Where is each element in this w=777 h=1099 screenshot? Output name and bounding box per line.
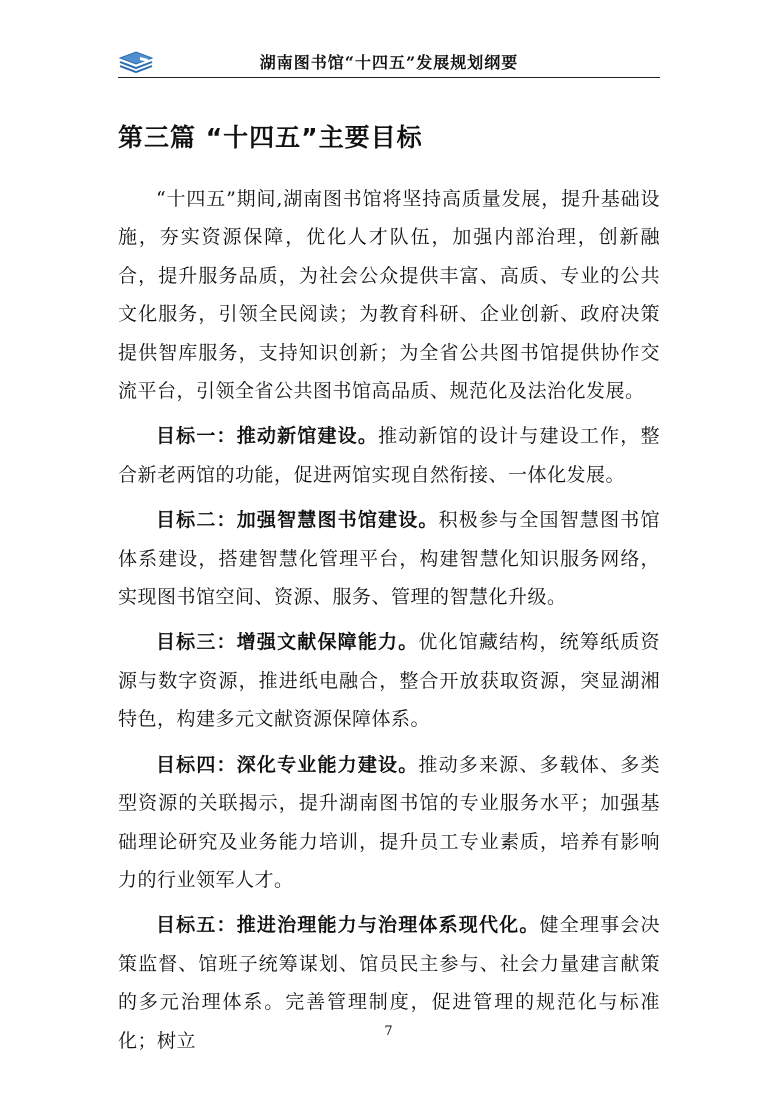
paragraph-lead: 目标一：推动新馆建设。 — [156, 425, 379, 448]
paragraph-text: 推动新馆的设计与建设工作，整合新老两馆的功能，促进两馆实现自然衔接、一体化发展。 — [118, 425, 660, 486]
paragraph-lead: 目标四：深化专业能力建设。 — [156, 753, 419, 776]
paragraph-text: 健全理事会决策监督、馆班子统筹谋划、馆员民主参与、社会力量建言献策的多元治理体系。完善管理制度，促进管理的规范化与标准化；树立 — [118, 914, 660, 1052]
header-rule — [118, 77, 660, 78]
paragraph-lead: 目标三：增强文献保障能力。 — [156, 631, 419, 654]
body-text — [118, 180, 660, 1067]
paragraph-text: 积极参与全国智慧图书馆体系建设，搭建智慧化管理平台，构建智慧化知识服务网络，实现图书馆空间、资源、服务、管理的智慧化升级。 — [118, 509, 660, 609]
paragraph-goal-1 — [118, 417, 660, 494]
paragraph-goal-3 — [118, 623, 660, 738]
header-title: 湖南图书馆“十四五”发展规划纲要 — [259, 53, 519, 72]
paragraph-lead: 目标五：推进治理能力与治理体系现代化。 — [156, 914, 540, 937]
paragraph-intro — [118, 180, 660, 410]
paragraph-text: 优化馆藏结构，统筹纸质资源与数字资源，推进纸电融合，整合开放获取资源，突显湖湘特色，构建多元文献资源保障体系。 — [118, 631, 660, 731]
paragraph-text: 推动多来源、多载体、多类型资源的关联揭示，提升湖南图书馆的专业服务水平；加强基础理论研究及业务能力培训，提升员工专业素质，培养有影响力的行业领军人才。 — [118, 753, 660, 891]
page-number: 7 — [384, 1024, 393, 1039]
paragraph-goal-2 — [118, 501, 660, 616]
paragraph-goal-4 — [118, 746, 660, 900]
paragraph-lead: 目标二：加强智慧图书馆建设。 — [156, 509, 439, 532]
paragraph-text: “十四五”期间,湖南图书馆将坚持高质量发展，提升基础设施，夯实资源保障，优化人才队伍，加强内部治理，创新融合，提升服务品质，为社会公众提供丰富、高质、专业的公共文化服务，引领全民阅读；为教育科研、企业创新、政府决策提供智库服务，支持知识创新；为全省公共图书馆提供协作交流平台，引领全省公共图书馆高品质、规范化及法治化发展。 — [118, 188, 660, 403]
section-heading: 第三篇 “十四五”主要目标 — [118, 123, 423, 152]
page-header — [118, 44, 660, 78]
